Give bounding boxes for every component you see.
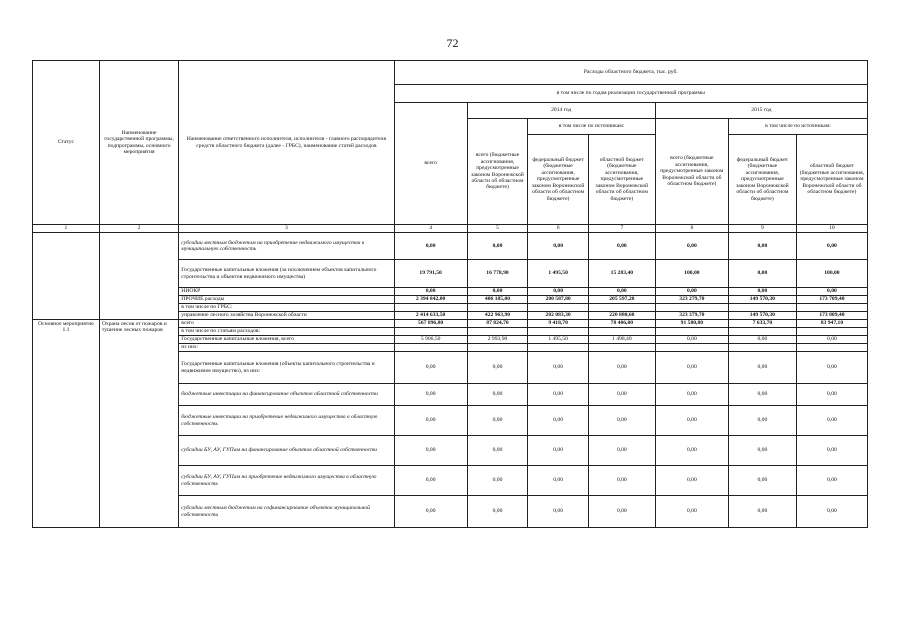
column-number: 5 <box>467 225 528 233</box>
cell-value: 0,00 <box>467 384 528 406</box>
cell-value: 0,00 <box>796 436 867 466</box>
header-total: всего <box>394 103 467 225</box>
cell-value <box>588 328 655 336</box>
cell-value: 0,00 <box>728 336 796 344</box>
cell-value: 0,00 <box>796 406 867 436</box>
cell-value: 0,00 <box>394 436 467 466</box>
status-cell-empty <box>33 233 100 320</box>
row-label: субсидии БУ, АУ, ГУПам на финансирование объектов областной собственности <box>179 436 394 466</box>
cell-value: 0,00 <box>728 352 796 384</box>
row-label: субсидии БУ, АУ, ГУПам на приобретение недвижимого имущества в областную собственность <box>179 466 394 496</box>
column-number: 1 <box>33 225 100 233</box>
cell-value <box>796 344 867 352</box>
cell-value: 91 580,80 <box>655 320 728 328</box>
header-executor: Наименование ответственного исполнителя, исполнителя - главного распорядителя средств областного бюджета (далее - ГРБС), наименование статей расходов <box>179 61 394 225</box>
column-numbers-row <box>33 225 868 233</box>
cell-value: 0,00 <box>528 288 589 296</box>
header-program: Наименование государственной программы, подпрограммы, основного мероприятия <box>99 61 178 225</box>
cell-value: 323 279,70 <box>655 296 728 304</box>
header-2014-by-sources: в том числе по источникам: <box>528 119 655 135</box>
cell-value: 0,00 <box>588 288 655 296</box>
cell-value <box>655 328 728 336</box>
cell-value: 0,00 <box>528 352 589 384</box>
row-label: Государственные капитальные вложения (за исключением объектов капитального строительства и объектов недвижимого имущества) <box>179 260 394 288</box>
cell-value: 0,00 <box>588 233 655 260</box>
cell-value <box>728 328 796 336</box>
cell-value: 0,00 <box>528 384 589 406</box>
cell-value: 0,00 <box>655 436 728 466</box>
cell-value: 0,00 <box>655 466 728 496</box>
cell-value: 100,00 <box>796 260 867 288</box>
cell-value: 0,00 <box>588 384 655 406</box>
table-row <box>33 320 868 328</box>
cell-value: 0,00 <box>394 288 467 296</box>
cell-value: 406 185,00 <box>467 296 528 304</box>
cell-value: 0,00 <box>528 436 589 466</box>
row-label: субсидии местным бюджетам на приобретение недвижимого имущества в муниципальную собственность <box>179 233 394 260</box>
cell-value: 0,00 <box>796 288 867 296</box>
header-by-years: в том числе по годам реализации государственной программы <box>394 85 867 103</box>
cell-value: 0,00 <box>728 384 796 406</box>
cell-value: 0,00 <box>467 436 528 466</box>
header-2014-total-budget: всего (бюджетные ассигнования, предусмотренные законом Воронежской области об областном бюджете) <box>467 119 528 225</box>
cell-value: 1 498,40 <box>588 336 655 344</box>
cell-value: 202 083,30 <box>528 312 589 320</box>
cell-value: 0,00 <box>655 352 728 384</box>
row-label: НИОКР <box>179 288 394 296</box>
cell-value: 220 880,60 <box>588 312 655 320</box>
cell-value: 0,00 <box>655 384 728 406</box>
cell-value: 0,00 <box>394 352 467 384</box>
cell-value: 2 414 633,50 <box>394 312 467 320</box>
cell-value: 0,00 <box>467 496 528 528</box>
cell-value <box>655 304 728 312</box>
header-year-2015: 2015 год <box>655 103 867 119</box>
column-number: 2 <box>99 225 178 233</box>
cell-value: 0,00 <box>467 288 528 296</box>
cell-value <box>728 344 796 352</box>
header-status: Статус <box>33 61 100 225</box>
cell-value: 2 993,90 <box>467 336 528 344</box>
cell-value: 0,00 <box>655 233 728 260</box>
program-cell-empty <box>99 233 178 320</box>
cell-value: 149 570,30 <box>728 312 796 320</box>
cell-value: 0,00 <box>467 406 528 436</box>
cell-value: 7 633,70 <box>728 320 796 328</box>
cell-value: 15 283,40 <box>588 260 655 288</box>
cell-value: 173 809,40 <box>796 312 867 320</box>
cell-value <box>796 304 867 312</box>
event-name: Охрана лесов от пожаров и тушение лесных пожаров <box>99 320 178 528</box>
cell-value: 0,00 <box>467 466 528 496</box>
header-2014-regional: областной бюджет (бюджетные ассигнования, предусмотренные законом Воронежской области об областном бюджете) <box>588 135 655 225</box>
cell-value: 0,00 <box>394 233 467 260</box>
header-2014-federal: федеральный бюджет (бюджетные ассигнования, предусмотренные законом Воронежской области об областном бюджете) <box>528 135 589 225</box>
table-row <box>33 233 868 260</box>
cell-value: 422 963,90 <box>467 312 528 320</box>
cell-value: 0,00 <box>588 466 655 496</box>
cell-value: 205 597,20 <box>588 296 655 304</box>
cell-value: 0,00 <box>728 436 796 466</box>
cell-value: 0,00 <box>528 466 589 496</box>
row-label: всего <box>179 320 394 328</box>
cell-value: 0,00 <box>655 288 728 296</box>
cell-value: 83 947,10 <box>796 320 867 328</box>
cell-value: 0,00 <box>728 496 796 528</box>
cell-value: 0,00 <box>728 288 796 296</box>
cell-value: 0,00 <box>796 466 867 496</box>
cell-value: 0,00 <box>655 406 728 436</box>
cell-value: 1 495,50 <box>528 260 589 288</box>
column-number: 4 <box>394 225 467 233</box>
cell-value: 200 587,80 <box>528 296 589 304</box>
cell-value: 0,00 <box>588 406 655 436</box>
row-label: в том числе по ГРБС: <box>179 304 394 312</box>
cell-value <box>467 304 528 312</box>
row-label: в том числе по статьям расходов: <box>179 328 394 336</box>
cell-value: 0,00 <box>394 406 467 436</box>
cell-value: 0,00 <box>528 233 589 260</box>
cell-value: 0,00 <box>796 336 867 344</box>
cell-value: 0,00 <box>728 406 796 436</box>
cell-value: 0,00 <box>588 436 655 466</box>
cell-value: 0,00 <box>394 466 467 496</box>
cell-value: 0,00 <box>796 352 867 384</box>
header-2015-federal: федеральный бюджет (бюджетные ассигнования, предусмотренные законом Воронежской области об областном бюджете) <box>728 135 796 225</box>
cell-value: 9 418,70 <box>528 320 589 328</box>
event-status: Основное мероприятие 1.1 <box>33 320 100 528</box>
cell-value <box>655 344 728 352</box>
cell-value: 87 824,70 <box>467 320 528 328</box>
cell-value: 0,00 <box>655 496 728 528</box>
cell-value <box>528 304 589 312</box>
header-expenses: Расходы областного бюджета, тыс. руб. <box>394 61 867 85</box>
cell-value: 0,00 <box>528 496 589 528</box>
row-label: Государственные капитальные вложения, всего <box>179 336 394 344</box>
cell-value <box>394 304 467 312</box>
row-label: Государственные капитальные вложения (объекты капитального строительства и недвижимое имущество), из них: <box>179 352 394 384</box>
cell-value <box>588 344 655 352</box>
cell-value: 5 906,50 <box>394 336 467 344</box>
cell-value <box>728 304 796 312</box>
cell-value: 149 570,30 <box>728 296 796 304</box>
cell-value: 0,00 <box>796 233 867 260</box>
cell-value: 0,00 <box>588 352 655 384</box>
cell-value <box>394 328 467 336</box>
header-2015-by-sources: в том числе по источникам: <box>728 119 867 135</box>
cell-value: 0,00 <box>728 466 796 496</box>
cell-value: 0,00 <box>796 384 867 406</box>
cell-value: 78 406,00 <box>588 320 655 328</box>
header-year-2014: 2014 год <box>467 103 655 119</box>
row-label: управление лесного хозяйства Воронежской области <box>179 312 394 320</box>
cell-value: 0,00 <box>528 406 589 436</box>
row-label: бюджетные инвестиции на приобретение недвижимого имущества в областную собственность <box>179 406 394 436</box>
cell-value <box>528 344 589 352</box>
cell-value: 0,00 <box>394 496 467 528</box>
column-number: 8 <box>655 225 728 233</box>
cell-value: 567 896,80 <box>394 320 467 328</box>
cell-value <box>588 304 655 312</box>
cell-value: 0,00 <box>655 336 728 344</box>
column-number: 3 <box>179 225 394 233</box>
cell-value: 0,00 <box>394 384 467 406</box>
column-number: 9 <box>728 225 796 233</box>
cell-value: 0,00 <box>796 496 867 528</box>
row-label: из них: <box>179 344 394 352</box>
cell-value: 1 495,50 <box>528 336 589 344</box>
column-number: 6 <box>528 225 589 233</box>
cell-value: 100,00 <box>655 260 728 288</box>
cell-value: 16 778,90 <box>467 260 528 288</box>
cell-value: 0,00 <box>588 496 655 528</box>
cell-value: 173 709,40 <box>796 296 867 304</box>
cell-value <box>796 328 867 336</box>
cell-value: 0,00 <box>467 233 528 260</box>
cell-value <box>467 328 528 336</box>
cell-value: 2 394 842,00 <box>394 296 467 304</box>
row-label: бюджетные инвестиции на финансирование объектов областной собственности <box>179 384 394 406</box>
cell-value: 19 791,50 <box>394 260 467 288</box>
cell-value <box>528 328 589 336</box>
header-2015-total-budget: всего (бюджетные ассигнования, предусмотренные законом Воронежской области об областном бюджете) <box>655 119 728 225</box>
budget-table <box>32 60 868 528</box>
header-2015-regional: областной бюджет (бюджетные ассигнования, предусмотренные законом Воронежской области об областном бюджете) <box>796 135 867 225</box>
row-label: ПРОЧИЕ расходы <box>179 296 394 304</box>
cell-value <box>467 344 528 352</box>
row-label: субсидии местным бюджетам на софинансирование объектов муниципальной собственности <box>179 496 394 528</box>
page-number: 72 <box>446 36 459 50</box>
cell-value: 0,00 <box>728 260 796 288</box>
column-number: 7 <box>588 225 655 233</box>
cell-value <box>394 344 467 352</box>
cell-value: 0,00 <box>728 233 796 260</box>
cell-value: 323 379,70 <box>655 312 728 320</box>
cell-value: 0,00 <box>467 352 528 384</box>
column-number: 10 <box>796 225 867 233</box>
